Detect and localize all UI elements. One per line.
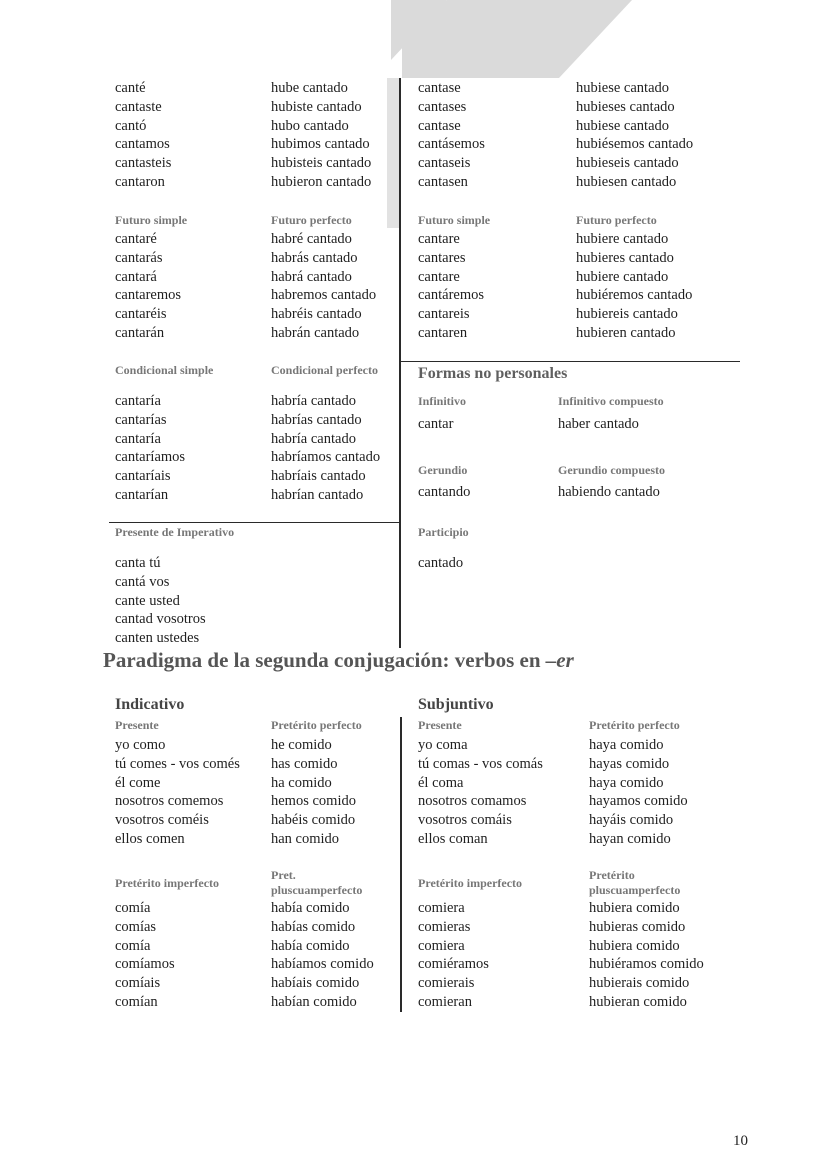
conjugation-form: tú comes - vos comés xyxy=(115,755,240,772)
futuro-simple-subj-heading: Futuro simple xyxy=(418,213,491,227)
gerundio-value: cantando xyxy=(418,484,471,500)
conjugation-form: cantaríamos xyxy=(115,449,186,466)
conjugation-form: comieras xyxy=(418,918,471,935)
conjugation-form: vosotros comáis xyxy=(418,812,512,829)
conjugation-form: habrías cantado xyxy=(271,411,362,428)
gerundio-heading: Gerundio xyxy=(418,463,468,477)
conjugation-form: hubiese cantado xyxy=(576,117,670,134)
conjugation-form: cantasen xyxy=(418,173,468,190)
conjugation-form: hayan comido xyxy=(589,830,671,847)
page-number: 10 xyxy=(733,1133,748,1149)
subj-pluscuamperfecto-heading-1: Pretérito xyxy=(589,868,635,882)
conjugation-form: cantará xyxy=(115,268,157,285)
conjugation-form: cantaseis xyxy=(418,155,471,172)
conjugation-form: hubiésemos cantado xyxy=(576,136,694,153)
conjugation-form: vosotros coméis xyxy=(115,812,209,829)
conjugation-form: cantaríais xyxy=(115,468,171,485)
conjugation-form: había comido xyxy=(271,900,350,916)
subj-presente-list xyxy=(418,736,543,849)
conjugation-form: cantase xyxy=(418,117,461,134)
conjugation-form: cantaré xyxy=(115,231,157,247)
participio-value: cantado xyxy=(418,555,464,571)
ind-imperfecto-heading: Pretérito imperfecto xyxy=(115,876,220,890)
conjugation-form: comía xyxy=(115,900,151,916)
conjugation-form: hubieres cantado xyxy=(576,249,674,266)
subj-pluscuamperfecto-list xyxy=(589,899,704,1012)
participio-heading: Participio xyxy=(418,525,469,539)
conjugation-form: cantaron xyxy=(115,173,165,190)
conjugation-form: ha comido xyxy=(271,774,332,791)
conjugation-form: comieran xyxy=(418,993,472,1010)
conjugation-form: habrá cantado xyxy=(271,268,352,285)
conjugation-form: yo como xyxy=(115,737,166,753)
conjugation-form: hubiste cantado xyxy=(271,98,362,115)
infinitivo-heading: Infinitivo xyxy=(418,394,467,408)
conjugation-form: hubiesen cantado xyxy=(576,173,677,190)
conjugation-form: hubieses cantado xyxy=(576,98,675,115)
conjugation-form: cantá vos xyxy=(115,573,170,590)
ind-pluscuamperfecto-list xyxy=(271,899,374,1012)
futuro-simple-ind-heading: Futuro simple xyxy=(115,213,188,227)
conjugation-form: habrás cantado xyxy=(271,249,358,266)
subjuntivo-label: Subjuntivo xyxy=(418,696,494,713)
condicional-perfecto-list xyxy=(271,392,380,505)
conjugation-form: cantare xyxy=(418,268,460,285)
conjugation-form: hubiera comido xyxy=(589,900,680,916)
ind-perfecto-heading: Pretérito perfecto xyxy=(271,718,362,732)
conjugation-form: cante usted xyxy=(115,592,180,609)
conjugation-form: habíamos comido xyxy=(271,956,374,973)
conjugation-form: habías comido xyxy=(271,918,356,935)
futuro-simple-ind-list xyxy=(115,230,181,343)
imperativo-horizontal-rule xyxy=(109,522,400,523)
pret-anterior-list xyxy=(271,79,371,192)
subj-presente-heading: Presente xyxy=(418,718,462,732)
conjugation-form: hubiéramos comido xyxy=(589,956,704,973)
subj-imperfecto-list xyxy=(418,899,489,1012)
conjugation-form: cantad vosotros xyxy=(115,611,206,628)
conjugation-form: hubiéremos cantado xyxy=(576,287,693,304)
subj-perfecto-list xyxy=(589,736,688,849)
conjugation-form: hubieseis cantado xyxy=(576,155,679,172)
conjugation-form: él come xyxy=(115,774,161,791)
conjugation-form: cantaren xyxy=(418,324,468,341)
futuro-perfecto-ind-heading: Futuro perfecto xyxy=(271,213,352,227)
conjugation-form: cantó xyxy=(115,117,147,134)
conjugation-form: habrán cantado xyxy=(271,324,360,341)
ind-perfecto-list xyxy=(271,736,356,849)
conjugation-form: has comido xyxy=(271,755,338,772)
conjugation-form: hubiere cantado xyxy=(576,231,669,247)
conjugation-form: habrían cantado xyxy=(271,486,364,503)
conjugation-form: habéis comido xyxy=(271,812,356,829)
conjugation-form: yo coma xyxy=(418,737,468,753)
conjugation-form: habían comido xyxy=(271,993,357,1010)
conjugation-form: comierais xyxy=(418,975,475,992)
conjugation-form: cantares xyxy=(418,249,466,266)
indicativo-label: Indicativo xyxy=(115,696,185,713)
conjugation-form: comíamos xyxy=(115,956,175,973)
conjugation-form: cantasteis xyxy=(115,155,172,172)
futuro-perfecto-subj-heading: Futuro perfecto xyxy=(576,213,657,227)
conjugation-form: hubiere cantado xyxy=(576,268,669,285)
conjugation-form: nosotros comamos xyxy=(418,793,527,810)
no-personales-horizontal-rule xyxy=(400,361,740,362)
conjugation-form: él coma xyxy=(418,774,464,791)
conjugation-form: hubieran comido xyxy=(589,993,687,1010)
conjugation-form: habremos cantado xyxy=(271,287,377,304)
conjugation-form: ellos coman xyxy=(418,830,488,847)
conjugation-form: hayamos comido xyxy=(589,793,688,810)
ind-pluscuamperfecto-heading-1: Pret. xyxy=(271,868,296,882)
infinitivo-compuesto-value: haber cantado xyxy=(558,416,639,432)
condicional-simple-list xyxy=(115,392,185,505)
conjugation-form: cantareis xyxy=(418,306,470,323)
conjugation-form: cantase xyxy=(418,80,461,96)
conjugation-form: ellos comen xyxy=(115,830,185,847)
imperfecto-subj-se-list xyxy=(418,79,485,192)
conjugation-form: cantases xyxy=(418,98,467,115)
conjugation-form: hubiese cantado xyxy=(576,80,670,96)
conjugation-form: haya comido xyxy=(589,737,664,753)
infinitivo-compuesto-heading: Infinitivo compuesto xyxy=(558,394,664,408)
conjugation-form: cantarás xyxy=(115,249,163,266)
conjugation-form: canta tú xyxy=(115,555,161,571)
futuro-perfecto-ind-list xyxy=(271,230,376,343)
condicional-perfecto-heading: Condicional perfecto xyxy=(271,363,378,377)
conjugation-form: tú comas - vos comás xyxy=(418,755,543,772)
conjugation-form: habíais comido xyxy=(271,975,360,992)
conjugation-form: hube cantado xyxy=(271,80,348,96)
conjugation-form: cantarían xyxy=(115,486,169,503)
conjugation-form: habríais cantado xyxy=(271,468,366,485)
ind-presente-heading: Presente xyxy=(115,718,159,732)
conjugation-form: cantamos xyxy=(115,136,170,153)
conjugation-form: cantáremos xyxy=(418,287,485,304)
conjugation-form: hubimos cantado xyxy=(271,136,370,153)
conjugation-form: han comido xyxy=(271,830,340,847)
formas-no-personales-heading: Formas no personales xyxy=(418,365,568,382)
condicional-simple-heading: Condicional simple xyxy=(115,363,214,377)
futuro-simple-subj-list xyxy=(418,230,484,343)
conjugation-form: habría cantado xyxy=(271,430,356,447)
conjugation-form: cantaste xyxy=(115,98,162,115)
ind-presente-list xyxy=(115,736,240,849)
conjugation-form: cantaremos xyxy=(115,287,182,304)
second-vertical-rule xyxy=(400,717,402,1012)
conjugation-form: comías xyxy=(115,918,157,935)
imperativo-heading: Presente de Imperativo xyxy=(115,525,235,539)
infinitivo-value: cantar xyxy=(418,416,454,432)
pluscuamperfecto-subj-se-list xyxy=(576,79,693,192)
conjugation-form: haya comido xyxy=(589,774,664,791)
conjugation-form: comían xyxy=(115,993,158,1010)
conjugation-form: hubiera comido xyxy=(589,937,680,954)
imperativo-list xyxy=(115,554,206,648)
subj-imperfecto-heading: Pretérito imperfecto xyxy=(418,876,523,890)
conjugation-form: habría cantado xyxy=(271,393,356,409)
conjugation-form: hubisteis cantado xyxy=(271,155,372,172)
ind-pluscuamperfecto-heading-2: pluscuamperfecto xyxy=(271,883,363,897)
conjugation-form: hubieron cantado xyxy=(271,173,372,190)
conjugation-form: cantaría xyxy=(115,430,161,447)
conjugation-form: hayáis comido xyxy=(589,812,674,829)
conjugation-form: comiera xyxy=(418,937,465,954)
conjugation-form: habríamos cantado xyxy=(271,449,381,466)
conjugation-form: hubierais comido xyxy=(589,975,690,992)
conjugation-form: cantare xyxy=(418,231,460,247)
conjugation-form: nosotros comemos xyxy=(115,793,224,810)
conjugation-form: cantaría xyxy=(115,393,161,409)
conjugation-form: hubo cantado xyxy=(271,117,349,134)
conjugation-form: cantaréis xyxy=(115,306,167,323)
conjugation-form: habréis cantado xyxy=(271,306,362,323)
conjugation-form: cantarías xyxy=(115,411,167,428)
conjugation-form: comiera xyxy=(418,900,465,916)
conjugation-form: he comido xyxy=(271,737,332,753)
conjugation-form: canté xyxy=(115,80,146,96)
subj-pluscuamperfecto-heading-2: pluscuamperfecto xyxy=(589,883,681,897)
conjugation-form: hubieren cantado xyxy=(576,324,676,341)
pret-indefinido-simple-list xyxy=(115,79,171,192)
conjugation-form: hemos comido xyxy=(271,793,356,810)
title-suffix-text: –er xyxy=(545,648,574,672)
conjugation-form: comía xyxy=(115,937,151,954)
subj-perfecto-heading: Pretérito perfecto xyxy=(589,718,680,732)
second-conjugation-title xyxy=(103,648,574,673)
futuro-perfecto-subj-list xyxy=(576,230,692,343)
conjugation-form: canten ustedes xyxy=(115,630,200,647)
conjugation-form: hayas comido xyxy=(589,755,670,772)
title-main-text: Paradigma de la segunda conjugación: verbos en xyxy=(103,648,546,672)
conjugation-form: cantarán xyxy=(115,324,165,341)
conjugation-form: comíais xyxy=(115,975,161,992)
conjugation-form: había comido xyxy=(271,937,350,954)
conjugation-form: hubieras comido xyxy=(589,918,686,935)
gerundio-compuesto-heading: Gerundio compuesto xyxy=(558,463,666,477)
conjugation-form: comiéramos xyxy=(418,956,489,973)
gerundio-compuesto-value: habiendo cantado xyxy=(558,484,660,500)
top-vertical-rule xyxy=(399,78,401,648)
conjugation-form: hubiereis cantado xyxy=(576,306,678,323)
conjugation-form: cantásemos xyxy=(418,136,485,153)
ind-imperfecto-list xyxy=(115,899,175,1012)
conjugation-form: habré cantado xyxy=(271,231,352,247)
